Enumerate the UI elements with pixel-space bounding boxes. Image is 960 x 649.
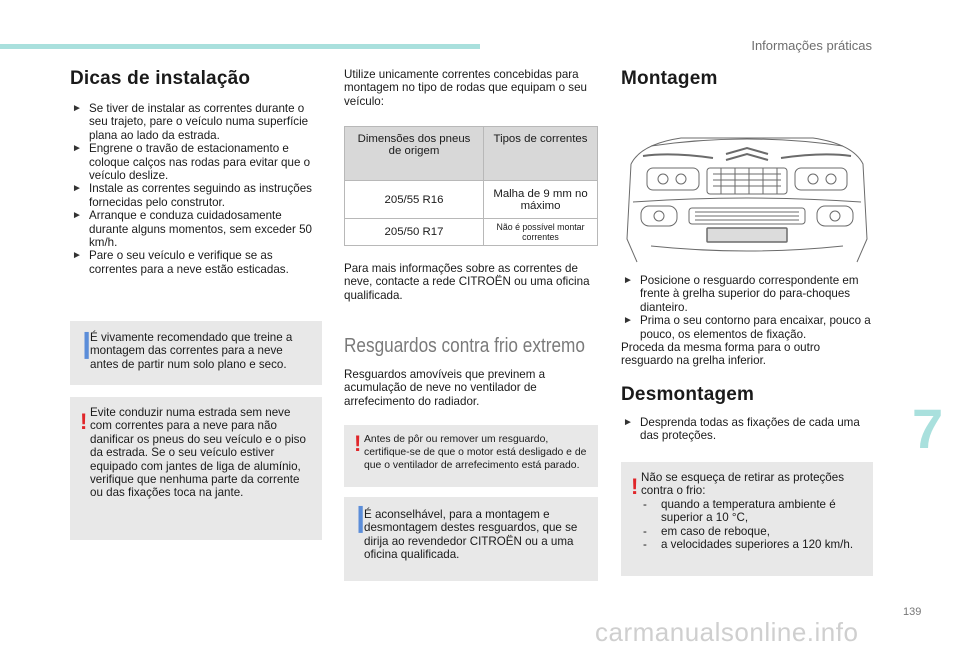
table-cell: Não é possível montar correntes <box>484 219 598 246</box>
table-row <box>345 219 598 246</box>
dismount-list <box>621 416 873 443</box>
table-header-row <box>345 127 598 181</box>
warning-text: Evite conduzir numa estrada sem neve com correntes para a neve para não danificar os pneus do seu veículo e o piso da estrada. Se o seu veículo estiver equipado com jantes de liga de alumínio, verifique que nenhuma parte da corrente ou das fixações toca na jante. <box>90 406 306 500</box>
info-text: É vivamente recomendado que treine a montagem das correntes para a neve antes de partir num solo plano e seco. <box>90 331 293 371</box>
table-cell: 205/50 R17 <box>345 219 484 246</box>
info-box <box>70 321 322 385</box>
install-tips-list <box>70 102 322 276</box>
list-item: - quando a temperatura ambiente é superior a 10 °C, <box>643 497 836 525</box>
mount-list <box>621 274 873 341</box>
warning-box <box>621 462 873 576</box>
warning-text <box>641 471 863 551</box>
warning-intro: Não se esqueça de retirar as proteções contra o frio: <box>641 471 845 498</box>
list-item: ► Se tiver de instalar as correntes durante o seu trajeto, pare o veículo numa superfície plana ao lado da estrada. <box>72 102 309 142</box>
list-item: ► Engrene o travão de estacionamento e coloque calços nas rodas para evitar que o veículo deslize. <box>72 142 311 183</box>
warning-box <box>344 425 598 487</box>
chains-table <box>344 126 598 246</box>
list-item: - em caso de reboque, <box>643 524 770 538</box>
list-item: - a velocidades superiores a 120 km/h. <box>643 538 854 552</box>
chapter-number: 7 <box>912 397 944 460</box>
section-title: Informações práticas <box>751 38 872 53</box>
chains-more-info: Para mais informações sobre as correntes de neve, contacte a rede CITROËN ou uma oficina qualificada. <box>344 262 590 302</box>
info-text: É aconselhável, para a montagem e desmontagem destes resguardos, que se dirija ao revendedor CITROËN ou a uma oficina qualificada. <box>364 508 578 562</box>
list-item: ► Instale as correntes seguindo as instruções fornecidas pelo construtor. <box>72 182 312 209</box>
chains-intro: Utilize unicamente correntes concebidas para montagem no tipo de rodas que equipam o seu veículo: <box>344 68 587 108</box>
table-cell: 205/55 R16 <box>345 181 484 219</box>
arrow-bullet-icon: ► <box>623 315 633 327</box>
car-front-illustration <box>621 124 873 264</box>
warning-box <box>70 397 322 540</box>
arrow-bullet-icon: ► <box>623 275 633 286</box>
list-item: ► Arranque e conduza cuidadosamente durante alguns momentos, sem exceder 50 km/h. <box>72 209 312 250</box>
table-cell: Malha de 9 mm no máximo <box>484 181 598 219</box>
info-icon: ┃ <box>354 507 368 532</box>
info-icon: ┃ <box>80 333 94 358</box>
arrow-bullet-icon: ► <box>623 417 633 428</box>
arrow-bullet-icon: ► <box>72 143 82 155</box>
page-number: 139 <box>903 606 922 618</box>
mount-title: Montagem <box>621 68 718 89</box>
warning-text: Antes de pôr ou remover um resguardo, certifique-se de que o motor está desligado e de que o ventilador de arrefecimento está parado. <box>364 434 587 471</box>
warning-list <box>641 498 863 552</box>
cold-guards-text: Resguardos amovíveis que previnem a acumulação de neve no ventilador de arrefecimento do radiador. <box>344 368 546 408</box>
mount-note: Proceda da mesma forma para o outro resguardo na grelha inferior. <box>621 341 821 368</box>
accent-bar <box>0 44 480 49</box>
table-header-cell: Dimensões dos pneus de origem <box>345 127 484 181</box>
list-item: ► Pare o seu veículo e verifique se as correntes para a neve estão esticadas. <box>72 249 289 276</box>
warning-icon: ! <box>631 474 639 499</box>
arrow-bullet-icon: ► <box>72 250 82 262</box>
arrow-bullet-icon: ► <box>72 210 82 222</box>
table-header-cell: Tipos de correntes <box>484 127 598 181</box>
table-row <box>345 181 598 219</box>
arrow-bullet-icon: ► <box>72 183 82 195</box>
dismount-title: Desmontagem <box>621 384 755 405</box>
arrow-bullet-icon: ► <box>72 103 82 114</box>
list-item: ► Prima o seu contorno para encaixar, pouco a pouco, os elementos de fixação. <box>623 314 871 341</box>
list-item: ► Desprenda todas as fixações de cada uma das proteções. <box>623 416 860 443</box>
watermark: carmanualsonline.info <box>595 617 859 647</box>
install-tips-title: Dicas de instalação <box>70 68 251 89</box>
info-box <box>344 497 598 581</box>
list-item: ► Posicione o resguardo correspondente em frente à grelha superior do para-choques dianteiro. <box>623 274 859 314</box>
cold-guards-title: Resguardos contra frio extremo <box>344 335 585 357</box>
warning-icon: ! <box>354 431 362 456</box>
warning-icon: ! <box>80 409 88 434</box>
